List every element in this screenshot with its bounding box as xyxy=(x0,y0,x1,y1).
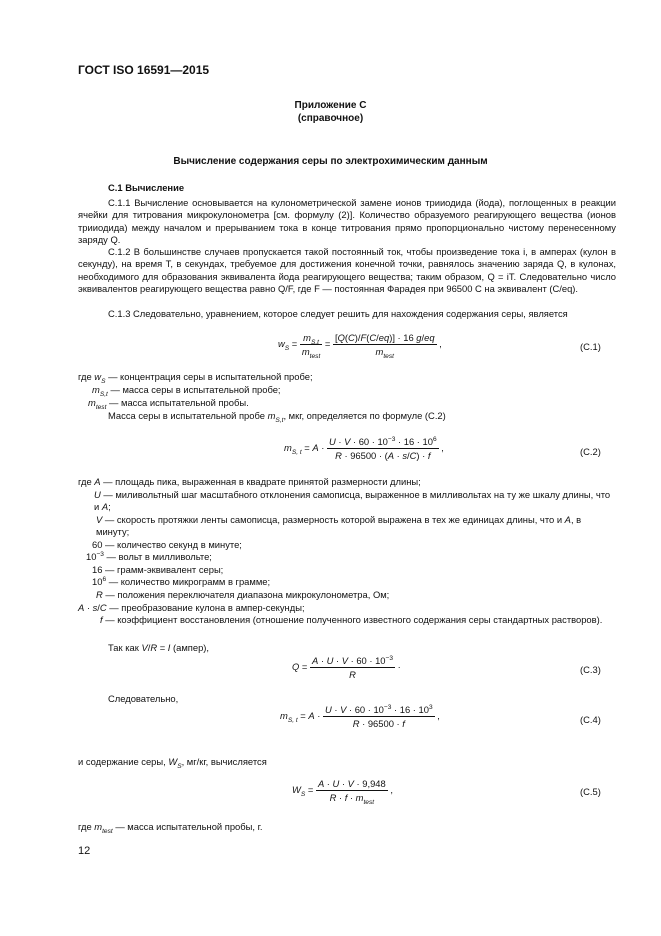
paragraph-mass-formula: Масса серы в испытательной пробе $m_{S,t}$, мкг, определяется по формуле (С.2) xyxy=(108,410,446,424)
appendix-title: Приложение С xyxy=(294,100,367,111)
equation-c5: $W_S$ = $\frac{A \cdot U \cdot V \cdot 9,948}{R \cdot f \cdot m_{test}}$ , xyxy=(292,778,393,806)
equation-number-c2: (С.2) xyxy=(580,446,601,457)
legend2-f: f — коэффициент восстановления (отношение полученного известного содержания серы стандартных растворов). xyxy=(100,614,603,625)
equation-number-c3: (С.3) xyxy=(580,664,601,675)
legend2-A: где A — площадь пика, выраженная в квадрате принятой размерности длины; xyxy=(78,476,421,487)
document-header: ГОСТ ISO 16591—2015 xyxy=(78,63,210,77)
paragraph-c12: С.1.2 В большинстве случаев пропускается такой постоянный ток, чтобы произведение тока i, в амперах (кулон в секунду), на время T, в секундах, требуемое для достижения конечной точки, равнялось значению заряда Q, в кулонах, необходимого для образования эквивалента йода реагирующего вещества; таким образом, Q = iT. Следовательно число эквивалентов реагирующего вещества равно Q/F, где F — постоянная Фарадея при 96500 С на эквивалент (С/eq). xyxy=(78,246,616,295)
legend2-V: V — скорость протяжки ленты самописца, размерность которой выражена в тех же единицах длины, что и A, в минуту; xyxy=(96,514,582,538)
section-heading: Вычисление содержания серы по электрохимическим данным xyxy=(173,156,488,167)
legend2-60: 60 — количество секунд в минуте; xyxy=(92,539,242,550)
equation-number-c5: (С.5) xyxy=(580,786,601,797)
equation-c4: $m_{S, t} = A$ · $\frac{U \cdot V \cdot 60 \cdot 10^{-3} \cdot 16 \cdot 10^3}{R \cdot 96500 \cdot f}$ , xyxy=(280,703,440,729)
equation-c1: $w_S$ = $\frac{m_{S,t}}{m_{test}}$ = $\frac{[Q(C)/F(C/eq)] \cdot 16 g/eq}{m_{test}}$ , xyxy=(278,332,442,360)
paragraph-sulfur-content: и содержание серы, $W_S$, мг/кг, вычисляется xyxy=(78,756,267,770)
equation-c3: Q = $\frac{A \cdot U \cdot V \cdot 60 \cdot 10^{-3}}{R}$ · xyxy=(292,654,401,680)
legend1-line3: $m_{test}$ — масса испытательной пробы. xyxy=(88,397,249,411)
equation-number-c1: (С.1) xyxy=(580,341,601,352)
paragraph-v-over-r: Так как V/R = I (ампер), xyxy=(108,642,210,653)
legend2-AsC: A · s/C — преобразование кулона в ампер-секунды; xyxy=(78,602,305,613)
legend1-line1: где $w_S$ — концентрация серы в испытательной пробе; xyxy=(78,371,313,385)
equation-c2: $m_{S, t} = A$ · $\frac{U \cdot V \cdot 60 \cdot 10^{-3} \cdot 16 \cdot 10^6}{R \cdot 96500 \cdot (A \cdot s/C) \cdot f}$ , xyxy=(284,435,444,461)
paragraph-therefore: Следовательно, xyxy=(108,693,179,704)
paragraph-c13: С.1.3 Следовательно, уравнением, которое следует решить для нахождения содержания серы, является xyxy=(108,308,568,319)
appendix-subtitle: (справочное) xyxy=(297,113,364,124)
legend2-R: R — положения переключателя диапазона микрокулонометра, Ом; xyxy=(96,589,390,600)
paragraph-c11: С.1.1 Вычисление основывается на кулонометрической замене ионов трииодида (йода), поглощенных в реакции ячейки для титрования микрокулонометра [см. формулу (2)]. Количество образуемого реагирующего вещества (ионов трииодида) между началом и прерыванием тока в конце титрования прямо пропорционально чистому перенесенному заряду Q. xyxy=(78,197,616,246)
page-number: 12 xyxy=(78,845,91,857)
legend2-U: U — миливольтный шаг масштабного отклонения самописца, выраженное в милливольтах на ту же шкалу длины, что и A; xyxy=(94,489,611,513)
legend2-10: $10^{-3}$ — вольт в милливольте; xyxy=(86,550,212,562)
subsection-title: С.1 Вычисление xyxy=(108,182,185,193)
legend2-106: $10^6$ — количество микрограмм в грамме; xyxy=(92,575,271,587)
equation-number-c4: (С.4) xyxy=(580,714,601,725)
legend2-16: 16 — грамм-эквивалент серы; xyxy=(92,564,224,575)
legend1-line2: $m_{S,t}$ — масса серы в испытательной пробе; xyxy=(92,384,281,398)
paragraph-mtest: где $m_{test}$ — масса испытательной пробы, г. xyxy=(78,821,263,835)
